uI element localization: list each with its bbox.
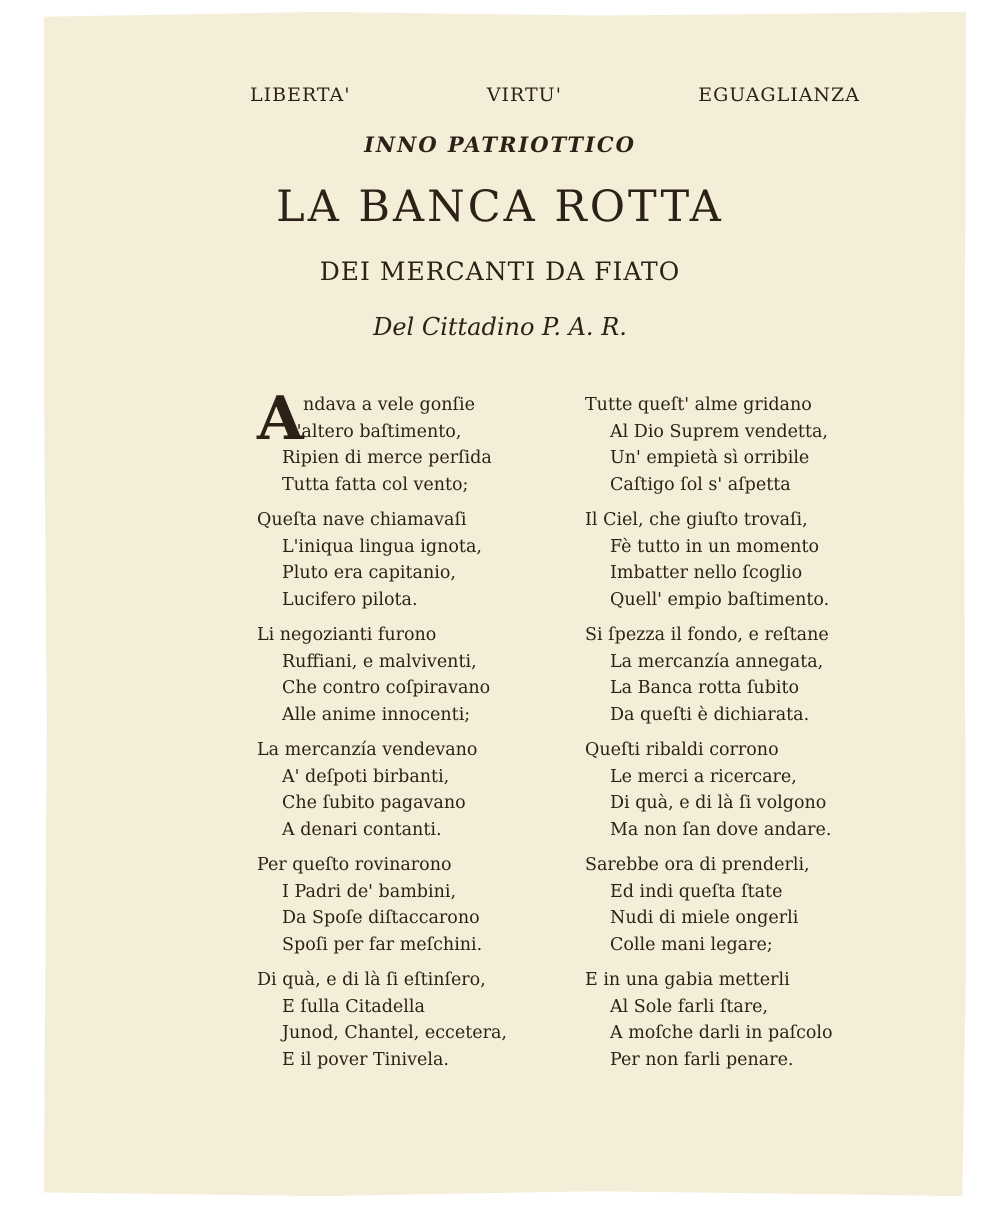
verse-line: Per non farli penare. [610,1049,794,1070]
verse-line: La Banca rotta ſubito [610,678,800,698]
verse-line: E il pover Tinivela. [282,1049,449,1070]
verse-line: ndava a vele gonſie [303,395,475,415]
verse-line: Che ſubito pagavano [282,793,466,813]
stanza [585,852,833,958]
stanza [257,507,507,613]
verse-line: Quell' empio baſtimento. [610,589,830,610]
stanza [585,507,833,613]
verse-line: Ripien di merce perſida [282,448,492,468]
verse-line: Di quà, e di là ſi eſtinſero, [257,970,486,990]
motto-liberta: LIBERTA' [250,84,351,106]
verse-line: Colle mani legare; [610,934,773,955]
verse-line: Ed indi queſta ſtate [610,881,783,902]
verse-line: Alle anime innocenti; [282,704,471,725]
verse-line: Che contro coſpiravano [282,678,491,698]
verse-line: Al Sole farli ſtare, [610,996,769,1017]
verse-line: Per queſto rovinarono [257,855,452,875]
verse-line: E in una gabia metterli [585,970,790,990]
stanza [585,737,833,843]
byline: Del Cittadino P. A. R. [373,313,627,341]
verse-line: I Padri de' bambini, [282,881,457,902]
verse-line: Imbatter nello ſcoglio [610,563,803,583]
poem-column-left [257,384,507,1082]
verse-line: Lucifero pilota. [282,589,418,610]
verse-line: Spoſi per far meſchini. [282,934,483,955]
stanza [585,622,833,728]
motto-eguaglianza: EGUAGLIANZA [698,84,860,106]
verse-line: Caſtigo ſol s' aſpetta [610,474,791,495]
verse-line: Nudi di miele ongerli [610,908,799,928]
verse-line: Di quà, e di là ſi volgono [610,793,827,813]
verse-line: Un' empietà sì orribile [610,448,810,468]
page-title: LA BANCA ROTTA [276,182,724,232]
verse-line: La mercanzía annegata, [610,651,824,672]
verse-line: Ma non ſan dove andare. [610,819,832,840]
stanza [257,852,507,958]
subtitle: DEI MERCANTI DA FIATO [319,257,681,286]
stanza [585,392,833,498]
verse-line: Il Ciel, che giuſto trovaſi, [585,510,808,530]
verse-line: Le merci a ricercare, [610,766,797,787]
verse-line: Si ſpezza il fondo, e reſtane [585,625,829,645]
verse-line: Sarebbe ora di prenderli, [585,855,810,875]
stanza [257,384,507,498]
stanza [257,737,507,843]
verse-line: A moſche darli in paſcolo [610,1023,833,1043]
verse-line: L'iniqua lingua ignota, [282,536,482,557]
verse-line: Pluto era capitanio, [282,563,456,583]
verse-line: Queſta nave chiamavaſi [257,510,467,530]
verse-line: L'altero baſtimento, [285,421,462,442]
verse-line: Al Dio Suprem vendetta, [610,421,828,442]
verse-line: A denari contanti. [282,819,442,840]
verse-line: Da Spoſe diſtaccarono [282,908,480,928]
verse-line: Queſti ribaldi corrono [585,740,779,760]
poem-column-right [585,392,833,1082]
stanza [257,622,507,728]
verse-line: La mercanzía vendevano [257,740,478,760]
drop-cap: A [257,384,304,454]
verse-line: E ſulla Citadella [282,996,425,1017]
verse-line: Junod, Chantel, eccetera, [282,1023,507,1043]
stanza [257,967,507,1073]
verse-line: Li negozianti furono [257,625,437,645]
mottos [250,84,860,106]
verse-line: Tutte queſt' alme gridano [585,395,812,415]
genre-heading: INNO PATRIOTTICO [364,132,636,157]
verse-line: Fè tutto in un momento [610,536,820,557]
verse-line: Tutta fatta col vento; [282,474,469,495]
verse-line: A' deſpoti birbanti, [282,766,450,787]
verse-line: Da queſti è dichiarata. [610,704,810,725]
stanza [585,967,833,1073]
verse-line: Ruffiani, e malviventi, [282,651,477,672]
motto-virtu: VIRTU' [486,84,562,106]
